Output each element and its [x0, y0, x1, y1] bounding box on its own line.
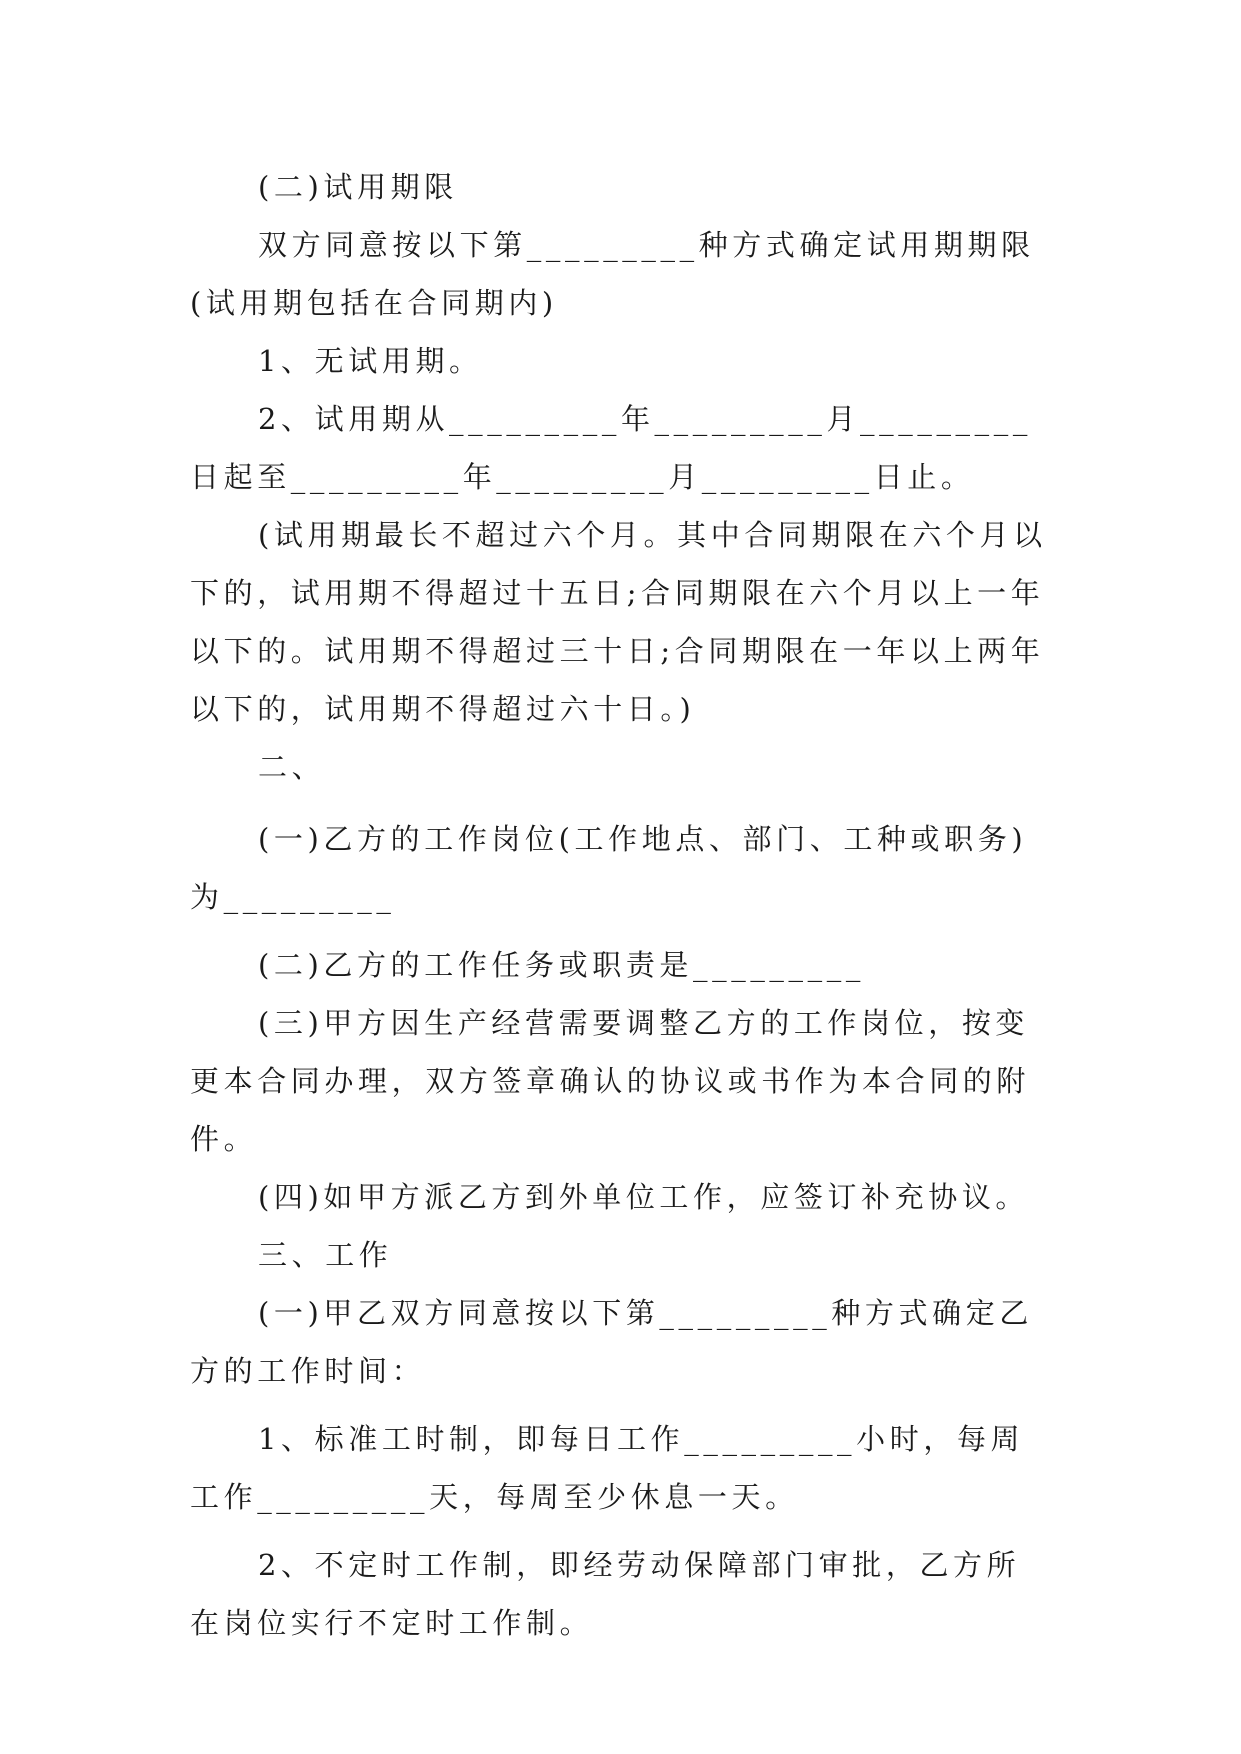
probation-method-clause: 双方同意按以下第_________种方式确定试用期期限(试用期包括在合同期内) — [190, 228, 1035, 320]
probation-option-period: 2、试用期从_________年_________月_________日起至_________年_________月_________日止。 — [190, 402, 1032, 494]
probation-limit-note: (试用期最长不超过六个月。其中合同期限在六个月以下的，试用期不得超过十五日;合同期限在六个月以上一年以下的。试用期不得超过三十日;合同期限在一年以上两年以下的，试用期不得超过六十日。) — [190, 518, 1047, 726]
section-heading-work: 三、工作 — [258, 1238, 393, 1272]
standard-hours-option: 1、标准工时制，即每日工作_________小时，每周工作_________天，每周至少休息一天。 — [190, 1422, 1025, 1514]
flexible-hours-option: 2、不定时工作制，即经劳动保障部门审批，乙方所在岗位实行不定时工作制。 — [190, 1548, 1021, 1640]
section-heading-two: 二、 — [258, 750, 326, 784]
external-assignment-clause: (四)如甲方派乙方到外单位工作，应签订补充协议。 — [258, 1180, 1030, 1214]
document-page — [190, 158, 1050, 1652]
position-adjustment-clause: (三)甲方因生产经营需要调整乙方的工作岗位，按变更本合同办理，双方签章确认的协议或书作为本合同的附件。 — [190, 1006, 1031, 1156]
probation-option-none: 1、无试用期。 — [258, 344, 483, 378]
job-duties-clause: (二)乙方的工作任务或职责是_________ — [258, 948, 865, 982]
work-time-method-clause: (一)甲乙双方同意按以下第_________种方式确定乙方的工作时间： — [190, 1296, 1033, 1388]
job-position-clause: (一)乙方的工作岗位(工作地点、部门、工种或职务)为_________ — [190, 822, 1028, 914]
section-heading-probation-term: (二)试用期限 — [258, 170, 458, 204]
